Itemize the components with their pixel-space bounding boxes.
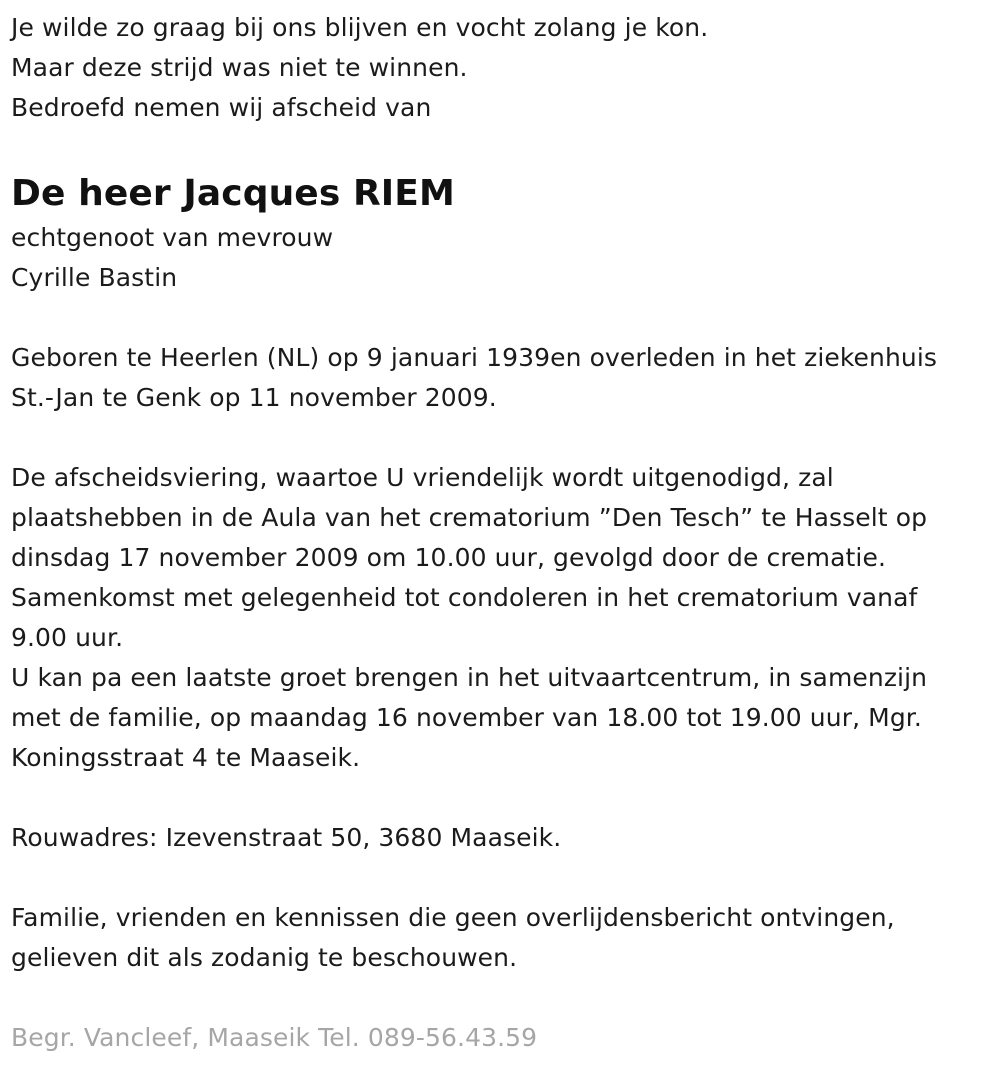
intro-line: Bedroefd nemen wij afscheid van	[11, 93, 432, 122]
obituary-notice	[11, 8, 996, 1058]
ceremony-line: 9.00 uur.	[11, 623, 124, 652]
ceremony-line: Koningsstraat 4 te Maaseik.	[11, 743, 361, 772]
family-note-line: Familie, vrienden en kennissen die geen overlijdensbericht ontvingen,	[11, 903, 895, 932]
ceremony-line: met de familie, op maandag 16 november van 18.00 tot 19.00 uur, Mgr.	[11, 703, 922, 732]
spacer	[11, 778, 996, 818]
funeral-director-footer: Begr. Vancleef, Maaseik Tel. 089-56.43.59	[11, 1023, 538, 1052]
ceremony-section	[11, 458, 996, 778]
spacer	[11, 858, 996, 898]
relation-line: echtgenoot van mevrouw	[11, 223, 334, 252]
ceremony-line: dinsdag 17 november 2009 om 10.00 uur, gevolgd door de crematie.	[11, 543, 886, 572]
mourning-address: Rouwadres: Izevenstraat 50, 3680 Maaseik.	[11, 823, 562, 852]
family-note-section	[11, 898, 996, 978]
spacer	[11, 418, 996, 458]
spacer	[11, 128, 996, 168]
birth-death-line: Geboren te Heerlen (NL) op 9 januari 1939en overleden in het ziekenhuis	[11, 343, 938, 372]
relation-line: Cyrille Bastin	[11, 263, 178, 292]
family-note-line: gelieven dit als zodanig te beschouwen.	[11, 943, 518, 972]
footer-section	[11, 1018, 996, 1058]
spacer	[11, 978, 996, 1018]
spacer	[11, 298, 996, 338]
deceased-name: De heer Jacques RIEM	[11, 173, 455, 214]
ceremony-line: plaatshebben in de Aula van het crematorium ”Den Tesch” te Hasselt op	[11, 503, 928, 532]
address-section	[11, 818, 996, 858]
deceased-section	[11, 169, 996, 298]
birth-death-section	[11, 338, 996, 418]
ceremony-line: De afscheidsviering, waartoe U vriendelijk wordt uitgenodigd, zal	[11, 463, 834, 492]
intro-section	[11, 8, 996, 128]
ceremony-line: U kan pa een laatste groet brengen in het uitvaartcentrum, in samenzijn	[11, 663, 928, 692]
ceremony-line: Samenkomst met gelegenheid tot condoleren in het crematorium vanaf	[11, 583, 918, 612]
intro-line: Je wilde zo graag bij ons blijven en vocht zolang je kon.	[11, 13, 709, 42]
birth-death-line: St.-Jan te Genk op 11 november 2009.	[11, 383, 497, 412]
intro-line: Maar deze strijd was niet te winnen.	[11, 53, 468, 82]
